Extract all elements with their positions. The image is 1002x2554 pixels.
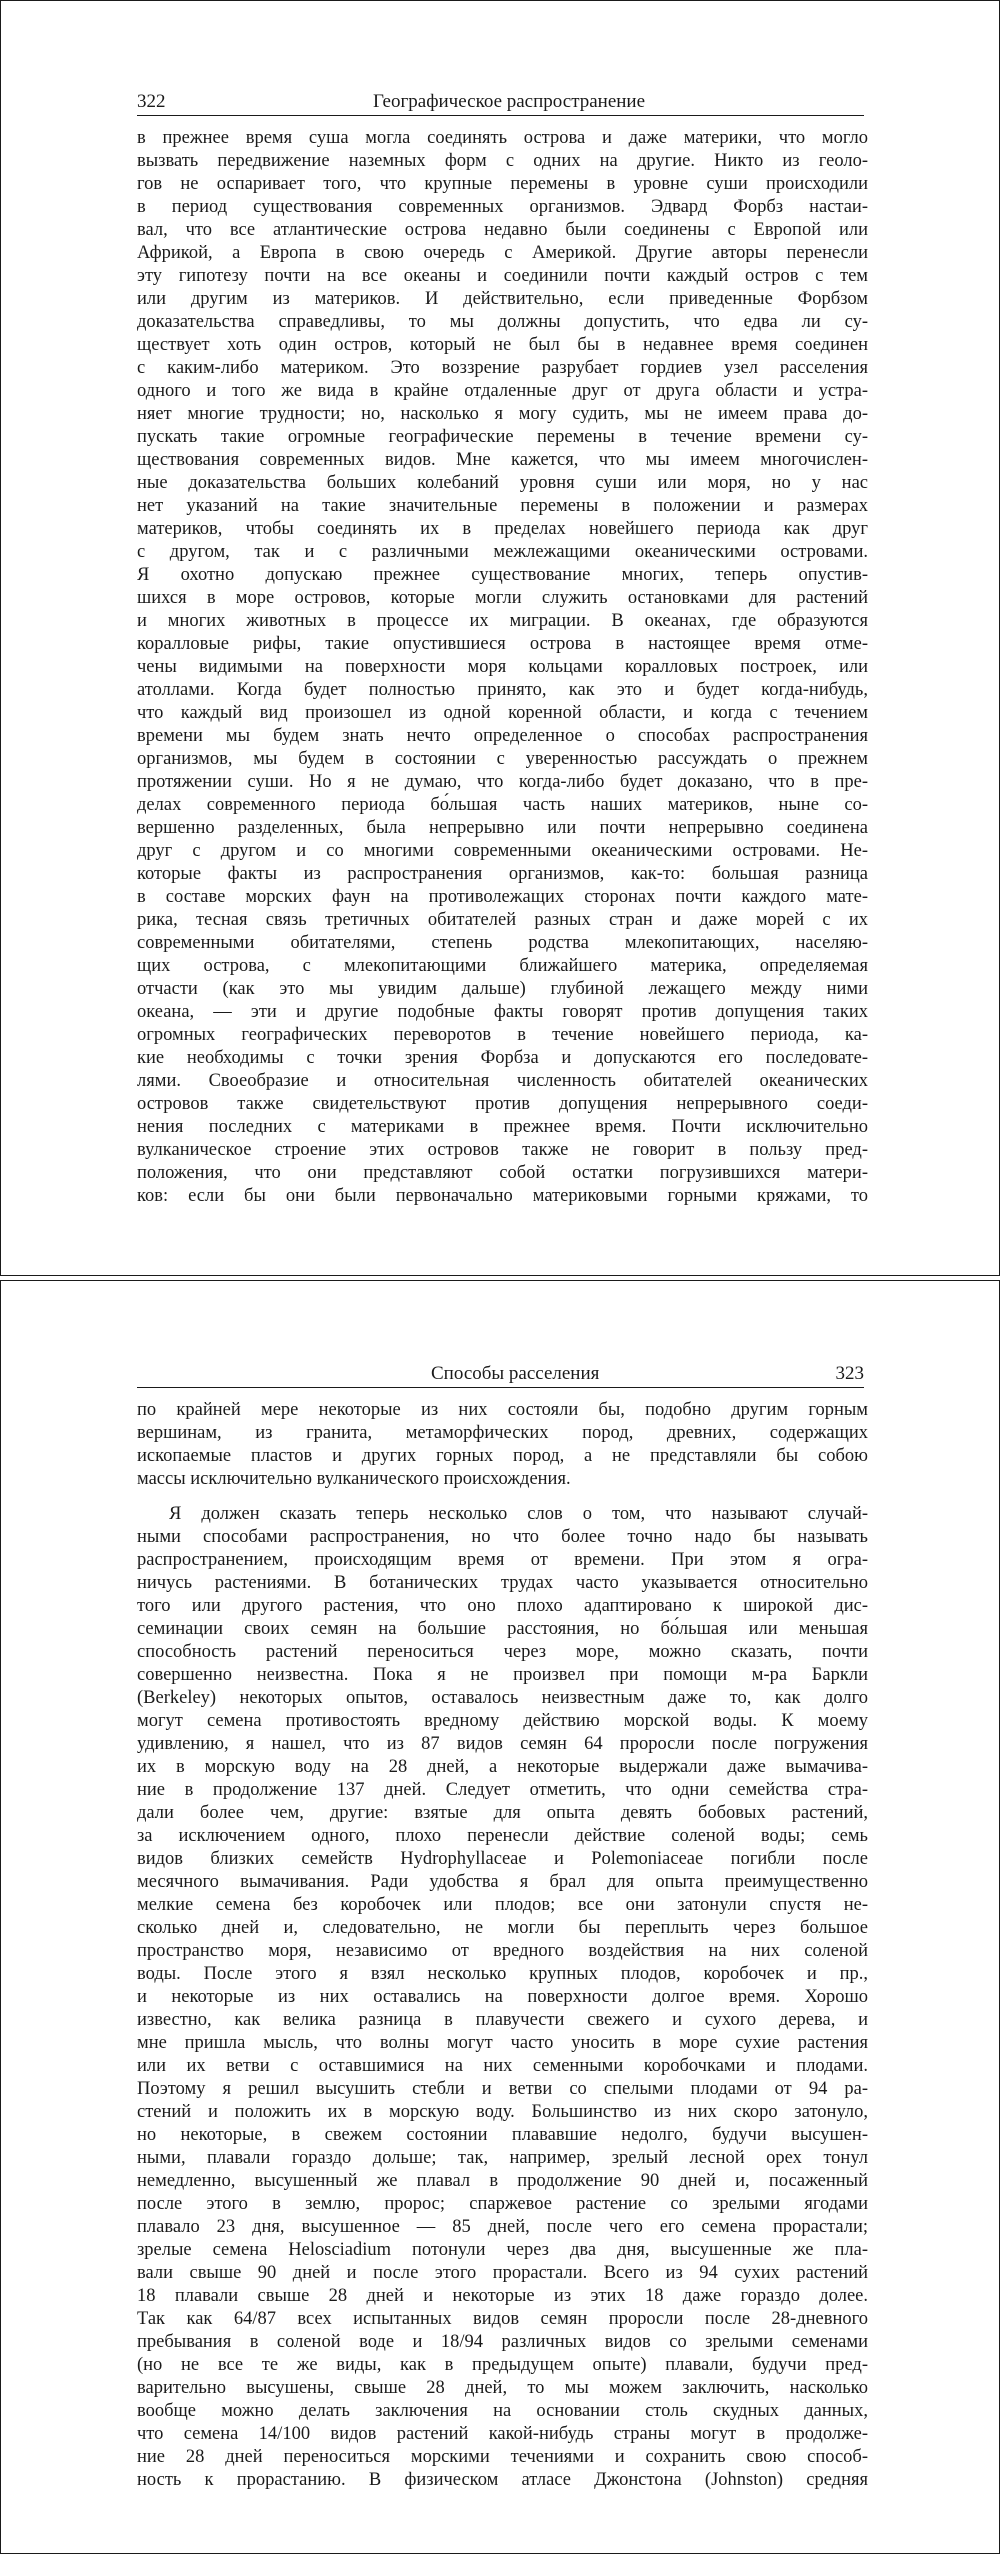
text-line: нет указаний на такие значительные перемены в положении и размерах	[137, 496, 868, 516]
text-line: шихся в море островов, которые могли служить остановками для растений	[137, 588, 868, 608]
text-line: ществует хоть один остров, который не был бы в недавнее время соединен	[137, 335, 868, 355]
text-line: и некоторые из них оставались на поверхности долгое время. Хорошо	[137, 1987, 868, 2007]
text-line: нения последних с материками в прежнее время. Почти исключительно	[137, 1117, 868, 1137]
text-line: после этого в землю, пророс; спаржевое растение со зрелыми ягодами	[137, 2194, 868, 2214]
text-line: Я охотно допускаю прежнее существование многих, теперь опустив-	[137, 565, 868, 585]
text-line: одного и того же вида в крайне отдаленные друг от друга области и устра-	[137, 381, 868, 401]
text-line: лями. Своеобразие и относительная численность обитателей океанических	[137, 1071, 868, 1091]
text-line: дали более чем, другие: взятые для опыта девять бобовых растений,	[137, 1803, 868, 1823]
text-line: вызвать передвижение наземных форм с одних на другие. Никто из геоло-	[137, 151, 868, 171]
text-line: пространство моря, независимо от вредного воздействия на них соленой	[137, 1941, 868, 1961]
page-body-text	[137, 1399, 868, 2492]
text-line: совершенно неизвестна. Пока я не произвел при помощи м-ра Баркли	[137, 1665, 868, 1685]
text-line: отчасти (как это мы увидим дальше) глубиной лежащего между ними	[137, 979, 868, 999]
text-line: пребывания в соленой воде и 18/94 различных видов со зрелыми семенами	[137, 2332, 868, 2352]
text-line: щих острова, с млекопитающими ближайшего материка, определяемая	[137, 956, 868, 976]
text-line: удивлению, я нашел, что из 87 видов семян 64 проросли после погружения	[137, 1734, 868, 1754]
running-title: Географическое распространение	[373, 91, 646, 112]
text-line: ными способами распространения, но что более точно надо бы называть	[137, 1527, 868, 1547]
text-line: коралловые рифы, такие опустившиеся острова в настоящее время отме-	[137, 634, 868, 654]
text-line: и многих животных в процессе их миграции. В океанах, где образуются	[137, 611, 868, 631]
running-title: Способы расселения	[431, 1363, 600, 1384]
text-line: вал, что все атлантические острова недавно были соединены с Европой или	[137, 220, 868, 240]
text-line: океана, — эти и другие подобные факты говорят против допущения таких	[137, 1002, 868, 1022]
text-line: вершенно разделенных, была непрерывно или почти непрерывно соединена	[137, 818, 868, 838]
text-line: Поэтому я решил высушить стебли и ветви со спелыми плодами от 94 ра-	[137, 2079, 868, 2099]
text-line: месячного вымачивания. Ради удобства я брал для опыта преимущественно	[137, 1872, 868, 1892]
page-number: 323	[835, 1363, 864, 1384]
text-line: варительно высушены, свыше 28 дней, то мы можем заключить, насколько	[137, 2378, 868, 2398]
text-line: ков: если бы они были первоначально материковыми горными кряжами, то	[137, 1186, 868, 1206]
text-line: мелкие семена без коробочек или плодов; все они затонули спустя не-	[137, 1895, 868, 1915]
text-line: Так как 64/87 всех испытанных видов семян проросли после 28-дневного	[137, 2309, 868, 2329]
text-line: которые факты из распространения организмов, как-то: большая разница	[137, 864, 868, 884]
text-line: плавало 23 дня, высушенное — 85 дней, после чего его семена прорастали;	[137, 2217, 868, 2237]
text-line: островов также свидетельствуют против допущения непрерывного соеди-	[137, 1094, 868, 1114]
text-line: того или другого растения, что оно плохо адаптировано к широкой дис-	[137, 1596, 868, 1616]
text-line: времени мы будем знать нечто определенное о способах распространения	[137, 726, 868, 746]
text-line: ископаемые пластов и других горных пород, а не представляли бы собою	[137, 1446, 868, 1466]
text-line: пускать такие огромные географические перемены в течение времени су-	[137, 427, 868, 447]
page-body-text	[137, 127, 868, 1208]
text-line: эту гипотезу почти на все океаны и соединили почти каждый остров с тем	[137, 266, 868, 286]
text-line: доказательства справедливы, то мы должны допустить, что едва ли су-	[137, 312, 868, 332]
text-line: (Berkeley) некоторых опытов, оставалось неизвестным даже то, как долго	[137, 1688, 868, 1708]
text-line: ществования современных видов. Мне кажется, что мы имеем многочислен-	[137, 450, 868, 470]
text-line: но некоторые, в свежем состоянии плававшие недолго, будучи высушен-	[137, 2125, 868, 2145]
text-line: или их ветви с оставшимися на них семенными коробочками и плодами.	[137, 2056, 868, 2076]
text-line: чены видимыми на поверхности моря кольцами коралловых построек, или	[137, 657, 868, 677]
text-line: вершинам, из гранита, метаморфических пород, древних, содержащих	[137, 1423, 868, 1443]
page-323	[0, 1280, 1000, 2554]
page-header	[137, 89, 864, 116]
text-line: (но не все те же виды, как в предыдущем опыте) плавали, будучи пред-	[137, 2355, 868, 2375]
text-line: что каждый вид произошел из одной коренной области, и когда с течением	[137, 703, 868, 723]
text-line: кие необходимы с точки зрения Форбза и допускаются его последовате-	[137, 1048, 868, 1068]
text-line: ность к прорастанию. В физическом атласе Джонстона (Johnston) средняя	[137, 2470, 868, 2490]
text-line: организмов, мы будем в состоянии с уверенностью рассуждать о прежнем	[137, 749, 868, 769]
text-line: ничусь растениями. В ботанических трудах часто указывается относительно	[137, 1573, 868, 1593]
text-line: рика, тесная связь третичных обитателей разных стран и даже морей с их	[137, 910, 868, 930]
paragraph	[137, 1503, 868, 2492]
text-line: ние 28 дней переноситься морскими течениями и сохранить свою способ-	[137, 2447, 868, 2467]
page-number: 322	[137, 91, 166, 112]
text-line: положения, что они представляют собой остатки погрузившихся матери-	[137, 1163, 868, 1183]
text-line: ные доказательства больших колебаний уровня суши или моря, но у нас	[137, 473, 868, 493]
text-line: протяжении суши. Но я не думаю, что когда-либо будет доказано, что в пре-	[137, 772, 868, 792]
text-line: известно, как велика разница в плавучести свежего и сухого дерева, и	[137, 2010, 868, 2030]
text-line: немедленно, высушенный же плавал в продолжение 90 дней и, посаженный	[137, 2171, 868, 2191]
page-322	[0, 0, 1000, 1276]
text-line: гов не оспаривает того, что крупные перемены в уровне суши происходили	[137, 174, 868, 194]
text-line: видов близких семейств Hydrophyllaceae и Polemoniaceae погибли после	[137, 1849, 868, 1869]
text-line: материков, чтобы соединять их в пределах новейшего периода как друг	[137, 519, 868, 539]
text-line: зрелые семена Helosciadium потонули через два дня, высушенные же пла-	[137, 2240, 868, 2260]
text-line: массы исключительно вулканического происхождения.	[137, 1469, 571, 1489]
text-line: в период существования современных организмов. Эдвард Форбз настаи-	[137, 197, 868, 217]
text-line: Африкой, а Европа в свою очередь с Америкой. Другие авторы перенесли	[137, 243, 868, 263]
text-line: в составе морских фаун на противолежащих сторонах почти каждого мате-	[137, 887, 868, 907]
text-line: с другом, так и с различными межлежащими океаническими островами.	[137, 542, 868, 562]
text-line: ными, плавали гораздо дольше; так, например, зрелый лесной орех тонул	[137, 2148, 868, 2168]
text-line: семинации своих семян на большие расстояния, но бо́льшая или меньшая	[137, 1619, 868, 1639]
text-line: воды. После этого я взял несколько крупных плодов, коробочек и пр.,	[137, 1964, 868, 1984]
text-line: огромных географических переворотов в течение новейшего периода, ка-	[137, 1025, 868, 1045]
text-line: их в морскую воду на 28 дней, а некоторые выдержали даже вымачива-	[137, 1757, 868, 1777]
text-line: в прежнее время суша могла соединять острова и даже материки, что могло	[137, 128, 868, 148]
paragraph	[137, 1399, 868, 1491]
text-line: по крайней мере некоторые из них состояли бы, подобно другим горным	[137, 1400, 868, 1420]
text-line: делах современного периода бо́льшая часть наших материков, ныне со-	[137, 795, 868, 815]
text-line: няет многие трудности; но, насколько я могу судить, мы не имеем права до-	[137, 404, 868, 424]
text-line: атоллами. Когда будет полностью принято, как это и будет когда-нибудь,	[137, 680, 868, 700]
page-header	[137, 1361, 864, 1388]
text-line: с каким-либо материком. Это воззрение разрубает гордиев узел расселения	[137, 358, 868, 378]
text-line: мне пришла мысль, что волны могут часто уносить в море сухие растения	[137, 2033, 868, 2053]
text-line: вообще можно делать заключения на основании столь скудных данных,	[137, 2401, 868, 2421]
text-line: за исключением одного, плохо перенесли действие соленой воды; семь	[137, 1826, 868, 1846]
text-line: распространением, происходящим время от времени. При этом я огра-	[137, 1550, 868, 1570]
text-line: ние в продолжение 137 дней. Следует отметить, что одни семейства стра-	[137, 1780, 868, 1800]
text-line: друг с другом и со многими современными океаническими островами. Не-	[137, 841, 868, 861]
text-line: могут семена противостоять вредному действию морской воды. К моему	[137, 1711, 868, 1731]
text-line: стений и положить их в морскую воду. Большинство из них скоро затонуло,	[137, 2102, 868, 2122]
text-line: сколько дней и, следовательно, не могли бы переплыть через большое	[137, 1918, 868, 1938]
text-line: вали свыше 90 дней и после этого прорастали. Всего из 94 сухих растений	[137, 2263, 868, 2283]
text-line: современными обитателями, степень родства млекопитающих, населяю-	[137, 933, 868, 953]
text-line: или другим из материков. И действительно, если приведенные Форбзом	[137, 289, 868, 309]
text-line: вулканическое строение этих островов также не говорит в пользу пред-	[137, 1140, 868, 1160]
text-line: способность растений переноситься через море, можно сказать, почти	[137, 1642, 868, 1662]
text-line: что семена 14/100 видов растений какой-нибудь страны могут в продолже-	[137, 2424, 868, 2444]
text-line: Я должен сказать теперь несколько слов о том, что называют случай-	[169, 1504, 868, 1524]
text-line: 18 плавали свыше 28 дней и некоторые из этих 18 даже гораздо долее.	[137, 2286, 868, 2306]
